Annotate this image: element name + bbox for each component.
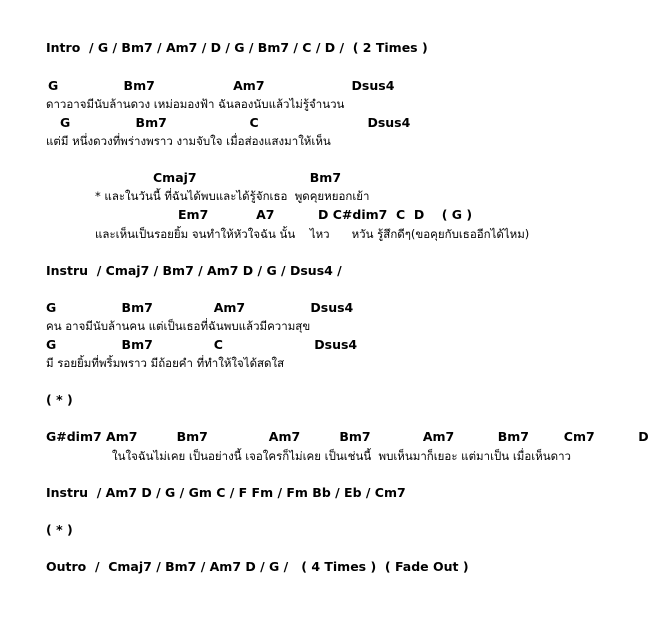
bridge-chords: G#dim7 Am7 Bm7 Am7 Bm7 Am7 Bm7 Cm7 D [46, 429, 649, 444]
verse1-chords-2: G Bm7 C Dsus4 [60, 115, 411, 130]
chorus-chords-1: Cmaj7 Bm7 [153, 170, 342, 185]
verse2-chords-2: G Bm7 C Dsus4 [46, 337, 358, 352]
chorus-repeat-2: ( * ) [46, 522, 73, 537]
verse1-lyric-1: ดาวอาจมีนับล้านดวง เหม่อมองฟ้า ฉันลองนับแล้วไม่รู้จำนวน [46, 97, 345, 111]
verse1-chords-1: G Bm7 Am7 Dsus4 [48, 78, 395, 93]
chorus-chords-2: Em7 A7 D C#dim7 C D ( G ) [178, 207, 473, 222]
chorus-repeat-1: ( * ) [46, 392, 73, 407]
outro-line: Outro / Cmaj7 / Bm7 / Am7 D / G / ( 4 Times ) ( Fade Out ) [46, 559, 469, 574]
verse2-lyric-1: คน อาจมีนับล้านคน แต่เป็นเธอที่ฉันพบแล้วมีความสุข [46, 319, 311, 333]
intro-line: Intro / G / Bm7 / Am7 / D / G / Bm7 / C / D / ( 2 Times ) [46, 40, 428, 55]
instru-line-2: Instru / Am7 D / G / Gm C / F Fm / Fm Bb / Eb / Cm7 [46, 485, 406, 500]
instru-line-1: Instru / Cmaj7 / Bm7 / Am7 D / G / Dsus4 / [46, 263, 342, 278]
chorus-lyric-2: และเห็นเป็นรอยยิ้ม จนทำให้หัวใจฉัน นั้น ไหว หวัน รู้สึกดีๆ(ขอคุยกับเธออีกได้ไหม) [95, 227, 530, 241]
verse1-lyric-2: แต่มี หนึ่งดวงที่พร่างพราว งามจับใจ เมื่อส่องแสงมาให้เห็น [46, 134, 331, 148]
verse2-lyric-2: มี รอยยิ้มที่พริ้มพราว มีถ้อยคำ ที่ทำให้ใจได้สดใส [46, 356, 285, 370]
chorus-lyric-1: * และในวันนี้ ที่ฉันได้พบและได้รู้จักเธอ พูดคุยหยอกเย้า [95, 189, 370, 203]
bridge-lyric: ในใจฉันไม่เคย เป็นอย่างนี้ เจอใครก็ไม่เคย เป็นเช่นนี้ พบเห็นมาก็เยอะ แต่มาเป็น เมื่อเห็นดาว [112, 449, 572, 463]
verse2-chords-1: G Bm7 Am7 Dsus4 [46, 300, 354, 315]
